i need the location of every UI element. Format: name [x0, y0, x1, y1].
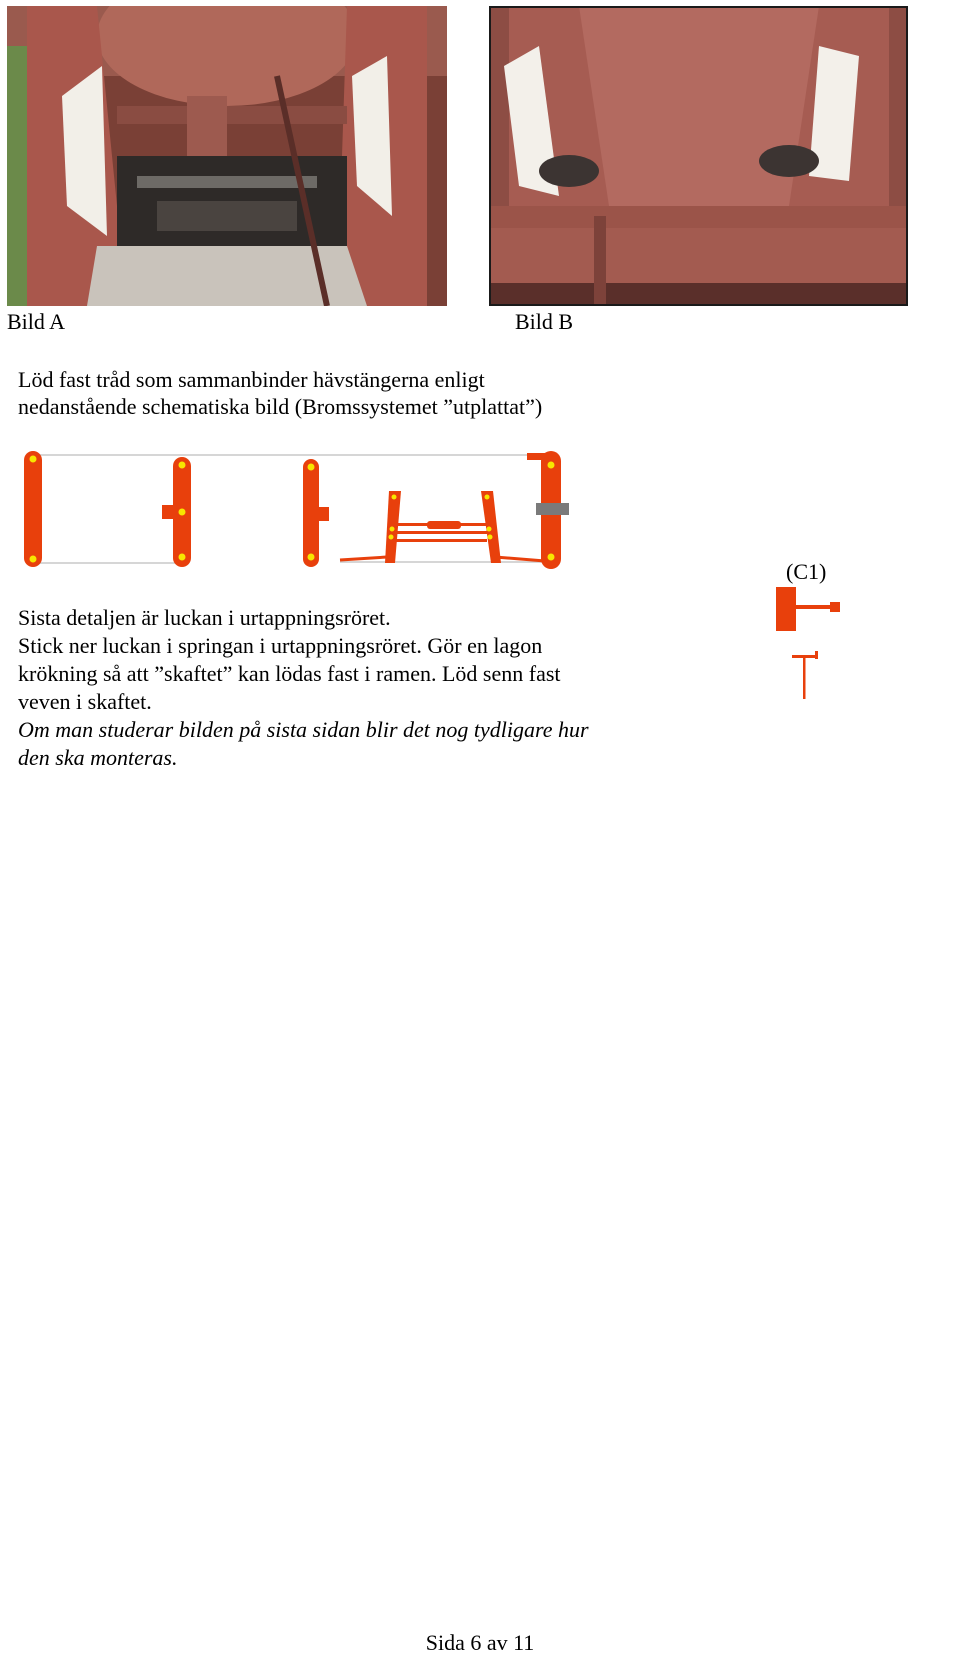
- lever-3: [303, 459, 329, 567]
- lever-clamp: [536, 503, 569, 515]
- body-italic-line-2: den ska monteras.: [18, 745, 178, 770]
- c1-shapes: [772, 585, 852, 705]
- caption-bild-b: Bild B: [515, 309, 574, 334]
- caption-bild-a: Bild A: [7, 309, 66, 334]
- lever-2: [162, 457, 191, 567]
- intro-line-2: nedanstående schematiska bild (Bromssystemet ”utplattat”): [18, 394, 543, 419]
- body-line-4: veven i skaftet.: [18, 689, 152, 714]
- photo-bild-b: [489, 6, 908, 306]
- page-number: Sida 6 av 11: [425, 1630, 535, 1655]
- c1-label: (C1): [786, 559, 827, 584]
- photo-bild-a: [7, 6, 447, 306]
- photo-bild-a-image: [7, 6, 447, 306]
- intro-line-1: Löd fast tråd som sammanbinder hävstängerna enligt: [18, 367, 485, 392]
- body-italic-line-1: Om man studerar bilden på sista sidan blir det nog tydligare hur: [18, 717, 589, 742]
- photo-bild-b-image: [489, 6, 908, 306]
- lever-1: [24, 451, 42, 567]
- body-line-1: Sista detaljen är luckan i urtappningsröret.: [18, 605, 391, 630]
- body-line-2: Stick ner luckan i springan i urtappningsröret. Gör en lagon: [18, 633, 543, 658]
- body-line-3: krökning så att ”skaftet” kan lödas fast i ramen. Löd senn fast: [18, 661, 561, 686]
- brake-schematic: [15, 445, 580, 575]
- lever-dots: [30, 456, 555, 563]
- c1-drawing: [772, 585, 852, 705]
- brake-schematic-drawing: [15, 445, 580, 575]
- linkage: [340, 491, 545, 563]
